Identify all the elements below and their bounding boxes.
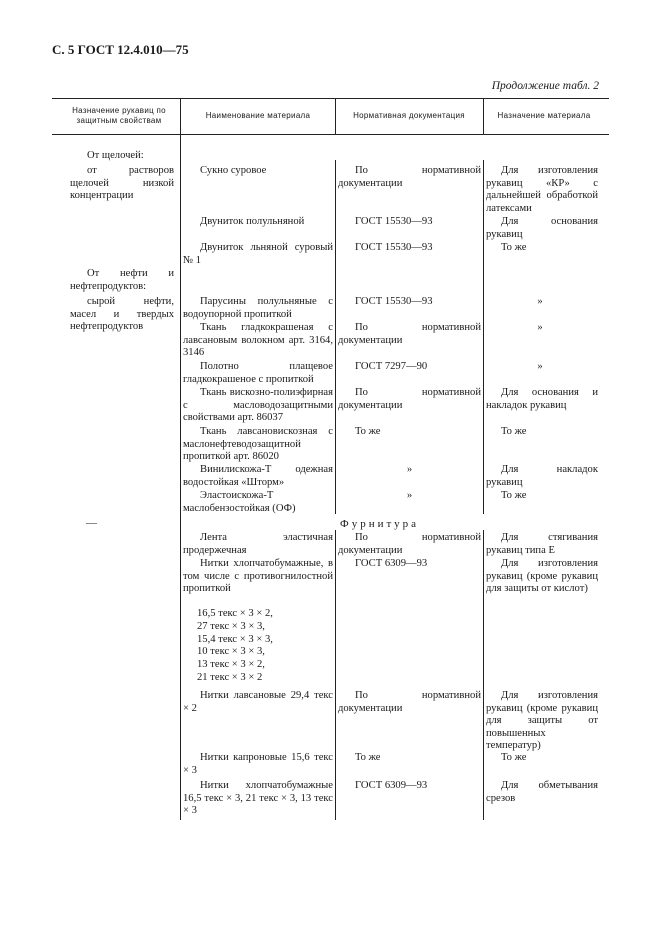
table-continuation-label: Продолжение табл. 2 (491, 80, 599, 92)
group-oil-crude: сырой нефти, масел и твердых нефтепродуктов (70, 296, 174, 332)
column-divider (180, 98, 181, 820)
column-divider (335, 530, 336, 820)
documentation: » (406, 490, 413, 501)
material-purpose: Для обметывания срезов (486, 780, 598, 804)
material-name: Ткань лавсановискозная с маслонефтеводозащитной пропиткой арт. 86020 (183, 426, 333, 462)
table-top-rule (52, 98, 609, 99)
material-purpose: Для стягивания рукавиц типа Е (486, 532, 598, 556)
documentation: ГОСТ 15530—93 (355, 296, 433, 307)
material-purpose: » (537, 296, 543, 307)
material-purpose: Для изготовления рукавиц (кроме рукавиц для защиты от повышенных температур) (486, 690, 598, 751)
documentation: ГОСТ 7297—90 (355, 361, 428, 372)
page-header: С. 5 ГОСТ 12.4.010—75 (52, 42, 189, 57)
list-item: 27 текс × 3 × 3, (197, 620, 265, 632)
documentation: ГОСТ 6309—93 (355, 558, 428, 569)
column-divider (335, 98, 336, 134)
material-purpose: То же (501, 426, 527, 437)
documentation: По нормативной документации (338, 322, 481, 346)
documentation: По нормативной документации (338, 690, 481, 714)
list-item: 13 текс × 3 × 2, (197, 659, 265, 671)
material-purpose: То же (501, 490, 527, 501)
documentation: По нормативной документации (338, 532, 481, 556)
list-item: 15,4 текс × 3 × 3, (197, 633, 273, 645)
column-divider (335, 160, 336, 514)
material-purpose: Для основания рукавиц (486, 216, 598, 240)
material-name: Винилискожа-Т одежная водостойкая «Шторм» (183, 464, 333, 488)
group-oil: От нефти и нефтепродуктов: (70, 268, 174, 292)
documentation: То же (355, 752, 381, 763)
material-purpose: То же (501, 752, 527, 763)
material-name: Парусины полульняные с водоупорной пропиткой (183, 296, 333, 320)
list-item: 21 текс × 3 × 2 (197, 671, 263, 683)
group-alkali-low: от растворов щелочей низкой концентрации (70, 165, 174, 201)
documentation: » (406, 464, 413, 475)
material-name: Двуниток льняной суровый № 1 (183, 242, 333, 266)
section-title: Фурнитура (340, 518, 420, 530)
column-header-documentation: Нормативная документация (353, 110, 465, 120)
documentation: ГОСТ 15530—93 (355, 242, 433, 253)
column-divider (483, 98, 484, 134)
list-item: 10 текс × 3 × 3, (197, 646, 265, 658)
material-name: Лента эластичная продержечная (183, 532, 333, 556)
material-purpose: » (537, 361, 543, 372)
documentation: ГОСТ 15530—93 (355, 216, 433, 227)
column-header-purpose: Назначение рукавиц по защитным свойствам (72, 105, 166, 125)
column-header-material: Наименование материала (205, 110, 311, 120)
material-name: Нитки лавсановые 29,4 текс × 2 (183, 690, 333, 714)
material-purpose: » (537, 322, 543, 333)
column-divider (483, 160, 484, 514)
material-purpose: То же (501, 242, 527, 253)
documentation: По нормативной документации (338, 165, 481, 189)
material-purpose: Для изготовления рукавиц «КР» с дальнейшей обработкой латексами (486, 165, 598, 214)
material-name: Нитки капроновые 15,6 текс × 3 (183, 752, 333, 776)
material-purpose: Для накладок рукавиц (486, 464, 598, 488)
material-name: Эластоискожа-Т маслобензостойкая (ОФ) (183, 490, 296, 514)
group-alkali: От щелочей: (87, 150, 144, 161)
material-name: Полотно плащевое гладкокрашеное с пропиткой (183, 361, 333, 385)
list-item: 16,5 текс × 3 × 2, (197, 608, 273, 619)
documentation: По нормативной документации (338, 387, 481, 411)
documentation: То же (355, 426, 381, 437)
table-header-rule (52, 134, 609, 135)
thread-density-list (197, 608, 273, 685)
material-name: Ткань гладкокрашеная с лавсановым волокном арт. 3164, 3146 (183, 322, 333, 358)
material-name: Двуниток полульняной (200, 216, 305, 227)
material-name: Ткань вискозно-полиэфирная с масловодозащитными свойствами арт. 86037 (183, 387, 333, 423)
material-name: Нитки хлопчатобумажные, в том числе с противогнилостной пропиткой (183, 558, 333, 594)
material-purpose: Для изготовления рукавиц (кроме рукавиц для защиты от кислот) (486, 558, 598, 594)
documentation: ГОСТ 6309—93 (355, 780, 428, 791)
column-header-material-purpose: Назначение материала (497, 110, 591, 120)
column-divider (483, 530, 484, 820)
material-name: Нитки хлопчатобумажные 16,5 текс × 3, 21 текс × 3, 13 текс × 3 (183, 780, 333, 816)
section-dash: — (86, 517, 97, 529)
material-name: Сукно суровое (200, 165, 267, 176)
material-purpose: Для основания и накладок рукавиц (486, 387, 598, 411)
